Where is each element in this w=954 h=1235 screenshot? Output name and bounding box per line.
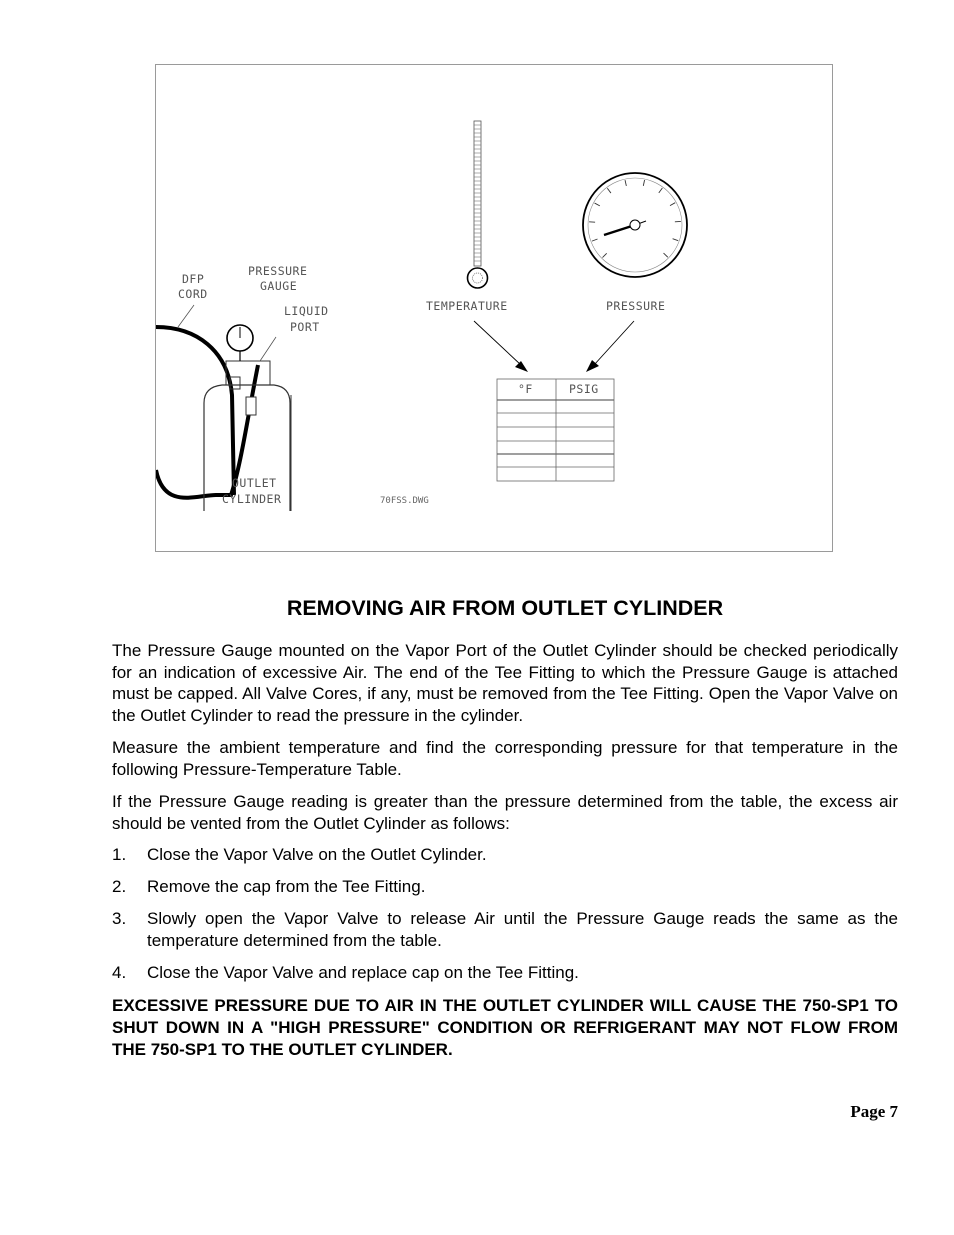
port-label: PORT — [290, 320, 320, 334]
pressure-arrow — [586, 321, 634, 372]
liquid-port-valve — [246, 397, 256, 415]
temperature-label: TEMPERATURE — [426, 299, 508, 313]
cylinder-collar — [226, 361, 270, 385]
step-number: 4. — [112, 963, 127, 982]
diagram-svg — [156, 65, 834, 553]
step-number: 3. — [112, 909, 127, 928]
liquid-label: LIQUID — [284, 304, 329, 318]
dfp-label: DFP — [182, 272, 205, 286]
page-number: Page 7 — [850, 1102, 898, 1121]
step-number: 1. — [112, 845, 127, 864]
cord-label: CORD — [178, 287, 208, 301]
dfp-leader — [178, 305, 194, 327]
temperature-arrow — [474, 321, 528, 372]
pressure-gauge-large — [583, 173, 687, 277]
drawing-id: 70FSS.DWG — [380, 496, 429, 506]
gauge-label: GAUGE — [260, 279, 298, 293]
step-text: Remove the cap from the Tee Fitting. — [147, 877, 426, 896]
cylinder-label: CYLINDER — [222, 492, 282, 506]
table-header-psig: PSIG — [569, 382, 599, 396]
paragraph-3: If the Pressure Gauge reading is greater than the pressure determined from the table, the excess air should be vented from the Outlet Cylinder as follows: — [112, 792, 898, 833]
pressure-label: PRESSURE — [606, 299, 666, 313]
table-header-f: °F — [518, 382, 533, 396]
liquid-port-leader — [260, 337, 276, 361]
step-text: Close the Vapor Valve on the Outlet Cylinder. — [147, 845, 487, 864]
section-heading: REMOVING AIR FROM OUTLET CYLINDER — [286, 596, 724, 620]
step-text: Close the Vapor Valve and replace cap on the Tee Fitting. — [147, 963, 579, 982]
dfp-cord — [156, 327, 234, 495]
outlet-label: OUTLET — [232, 476, 277, 490]
paragraph-1: The Pressure Gauge mounted on the Vapor Port of the Outlet Cylinder should be checked periodically for an indication of excessive Air. The end of the Tee Fitting to which the Pressure Gauge is attached must be capped. All Valve Cores, if any, must be removed from the Tee Fitting. Open the Vapor Valve on the Outlet Cylinder to read the pressure in the cylinder. — [112, 641, 898, 725]
warning-text: EXCESSIVE PRESSURE DUE TO AIR IN THE OUTLET CYLINDER WILL CAUSE THE 750-SP1 TO SHUT DOWN IN A "HIGH PRESSURE" CONDITION OR REFRIGERANT MAY NOT FLOW FROM THE 750-SP1 TO THE OUTLET CYLINDER. — [112, 996, 898, 1059]
step-text: Slowly open the Vapor Valve to release Air until the Pressure Gauge reads the same as the temperature determined from the table. — [147, 909, 898, 950]
pressure-gauge-label: PRESSURE — [248, 264, 308, 278]
step-number: 2. — [112, 877, 127, 896]
thermometer — [468, 121, 488, 288]
paragraph-2: Measure the ambient temperature and find the corresponding pressure for that temperature in the following Pressure-Temperature Table. — [112, 738, 898, 779]
diagram-figure — [155, 64, 833, 552]
